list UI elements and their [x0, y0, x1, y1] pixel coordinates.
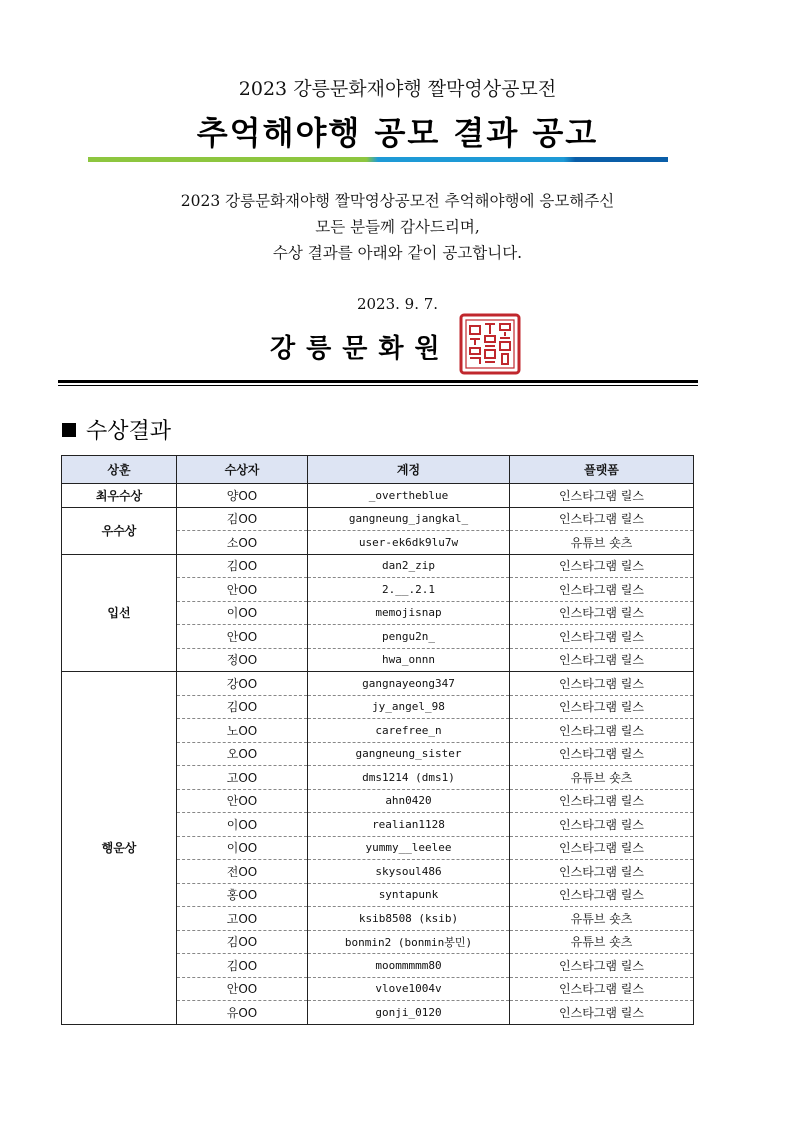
table-row — [62, 554, 694, 578]
platform-cell: 인스타그램 릴스 — [510, 695, 694, 719]
award-cell: 행운상 — [62, 672, 177, 1025]
winner-cell: 안OO — [177, 625, 308, 649]
winner-cell: 이OO — [177, 836, 308, 860]
platform-cell: 인스타그램 릴스 — [510, 883, 694, 907]
platform-cell: 인스타그램 릴스 — [510, 789, 694, 813]
header-platform: 플랫폼 — [510, 456, 694, 484]
platform-cell: 인스타그램 릴스 — [510, 836, 694, 860]
document-subtitle: 2023 강릉문화재야행 짤막영상공모전 — [238, 78, 557, 100]
account-cell: 2.__.2.1 — [308, 578, 510, 602]
account-cell: ksib8508 (ksib) — [308, 907, 510, 931]
intro-line-1: 2023 강릉문화재야행 짤막영상공모전 추억해야행에 응모해주신 — [180, 192, 615, 210]
platform-cell: 인스타그램 릴스 — [510, 554, 694, 578]
winner-cell: 안OO — [177, 977, 308, 1001]
account-cell: hwa_onnn — [308, 648, 510, 672]
winner-cell: 김OO — [177, 507, 308, 531]
table-header-row — [62, 456, 694, 484]
award-cell: 입선 — [62, 554, 177, 672]
platform-cell: 유튜브 숏츠 — [510, 907, 694, 931]
results-table — [61, 455, 694, 1025]
winner-cell: 이OO — [177, 601, 308, 625]
winner-cell: 양OO — [177, 484, 308, 508]
account-cell: gangnayeong347 — [308, 672, 510, 696]
account-cell: syntapunk — [308, 883, 510, 907]
account-cell: jy_angel_98 — [308, 695, 510, 719]
section-title: 수상결과 — [86, 419, 172, 444]
account-cell: skysoul486 — [308, 860, 510, 884]
winner-cell: 고OO — [177, 907, 308, 931]
account-cell: yummy__leelee — [308, 836, 510, 860]
announcement-date: 2023. 9. 7. — [356, 295, 439, 313]
winner-cell: 안OO — [177, 578, 308, 602]
platform-cell: 인스타그램 릴스 — [510, 977, 694, 1001]
intro-text — [0, 188, 795, 266]
title-underline-bar — [88, 157, 668, 162]
account-cell: carefree_n — [308, 719, 510, 743]
account-cell: ahn0420 — [308, 789, 510, 813]
winner-cell: 김OO — [177, 954, 308, 978]
winner-cell: 고OO — [177, 766, 308, 790]
intro-line-3: 수상 결과를 아래와 같이 공고합니다. — [272, 244, 523, 262]
organization-name: 강릉문화원 — [270, 334, 451, 364]
winner-cell: 강OO — [177, 672, 308, 696]
platform-cell: 인스타그램 릴스 — [510, 601, 694, 625]
section-heading — [62, 414, 171, 445]
account-cell: bonmin2 (bonmin봉민) — [308, 930, 510, 954]
winner-cell: 안OO — [177, 789, 308, 813]
platform-cell: 인스타그램 릴스 — [510, 507, 694, 531]
winner-cell: 소OO — [177, 531, 308, 555]
platform-cell: 인스타그램 릴스 — [510, 1001, 694, 1025]
winner-cell: 정OO — [177, 648, 308, 672]
platform-cell: 인스타그램 릴스 — [510, 860, 694, 884]
account-cell: gangneung_sister — [308, 742, 510, 766]
account-cell: pengu2n_ — [308, 625, 510, 649]
platform-cell: 인스타그램 릴스 — [510, 578, 694, 602]
winner-cell: 오OO — [177, 742, 308, 766]
account-cell: dms1214 (dms1) — [308, 766, 510, 790]
document-title: 추억해야행 공모 결과 공고 — [196, 114, 599, 152]
header-winner: 수상자 — [177, 456, 308, 484]
platform-cell: 유튜브 숏츠 — [510, 930, 694, 954]
winner-cell: 이OO — [177, 813, 308, 837]
square-bullet-icon — [62, 423, 76, 437]
winner-cell: 김OO — [177, 554, 308, 578]
winner-cell: 유OO — [177, 1001, 308, 1025]
winner-cell: 김OO — [177, 695, 308, 719]
account-cell: user-ek6dk9lu7w — [308, 531, 510, 555]
official-seal-stamp — [458, 312, 522, 376]
platform-cell: 인스타그램 릴스 — [510, 625, 694, 649]
header-account: 계정 — [308, 456, 510, 484]
platform-cell: 인스타그램 릴스 — [510, 954, 694, 978]
account-cell: _overtheblue — [308, 484, 510, 508]
platform-cell: 인스타그램 릴스 — [510, 484, 694, 508]
platform-cell: 인스타그램 릴스 — [510, 813, 694, 837]
account-cell: gangneung_jangkal_ — [308, 507, 510, 531]
table-row — [62, 507, 694, 531]
winner-cell: 전OO — [177, 860, 308, 884]
table-row — [62, 672, 694, 696]
winner-cell: 노OO — [177, 719, 308, 743]
platform-cell: 유튜브 숏츠 — [510, 531, 694, 555]
account-cell: gonji_0120 — [308, 1001, 510, 1025]
platform-cell: 유튜브 숏츠 — [510, 766, 694, 790]
winner-cell: 홍OO — [177, 883, 308, 907]
platform-cell: 인스타그램 릴스 — [510, 742, 694, 766]
results-table-body — [62, 484, 694, 1025]
winner-cell: 김OO — [177, 930, 308, 954]
platform-cell: 인스타그램 릴스 — [510, 648, 694, 672]
account-cell: vlove1004v — [308, 977, 510, 1001]
header-award: 상훈 — [62, 456, 177, 484]
account-cell: moommmmm80 — [308, 954, 510, 978]
platform-cell: 인스타그램 릴스 — [510, 719, 694, 743]
platform-cell: 인스타그램 릴스 — [510, 672, 694, 696]
table-row — [62, 484, 694, 508]
account-cell: memojisnap — [308, 601, 510, 625]
account-cell: dan2_zip — [308, 554, 510, 578]
award-cell: 우수상 — [62, 507, 177, 554]
intro-line-2: 모든 분들께 감사드리며, — [315, 218, 480, 236]
header-divider-thin — [58, 385, 698, 386]
account-cell: realian1128 — [308, 813, 510, 837]
award-cell: 최우수상 — [62, 484, 177, 508]
header-divider-thick — [58, 380, 698, 383]
